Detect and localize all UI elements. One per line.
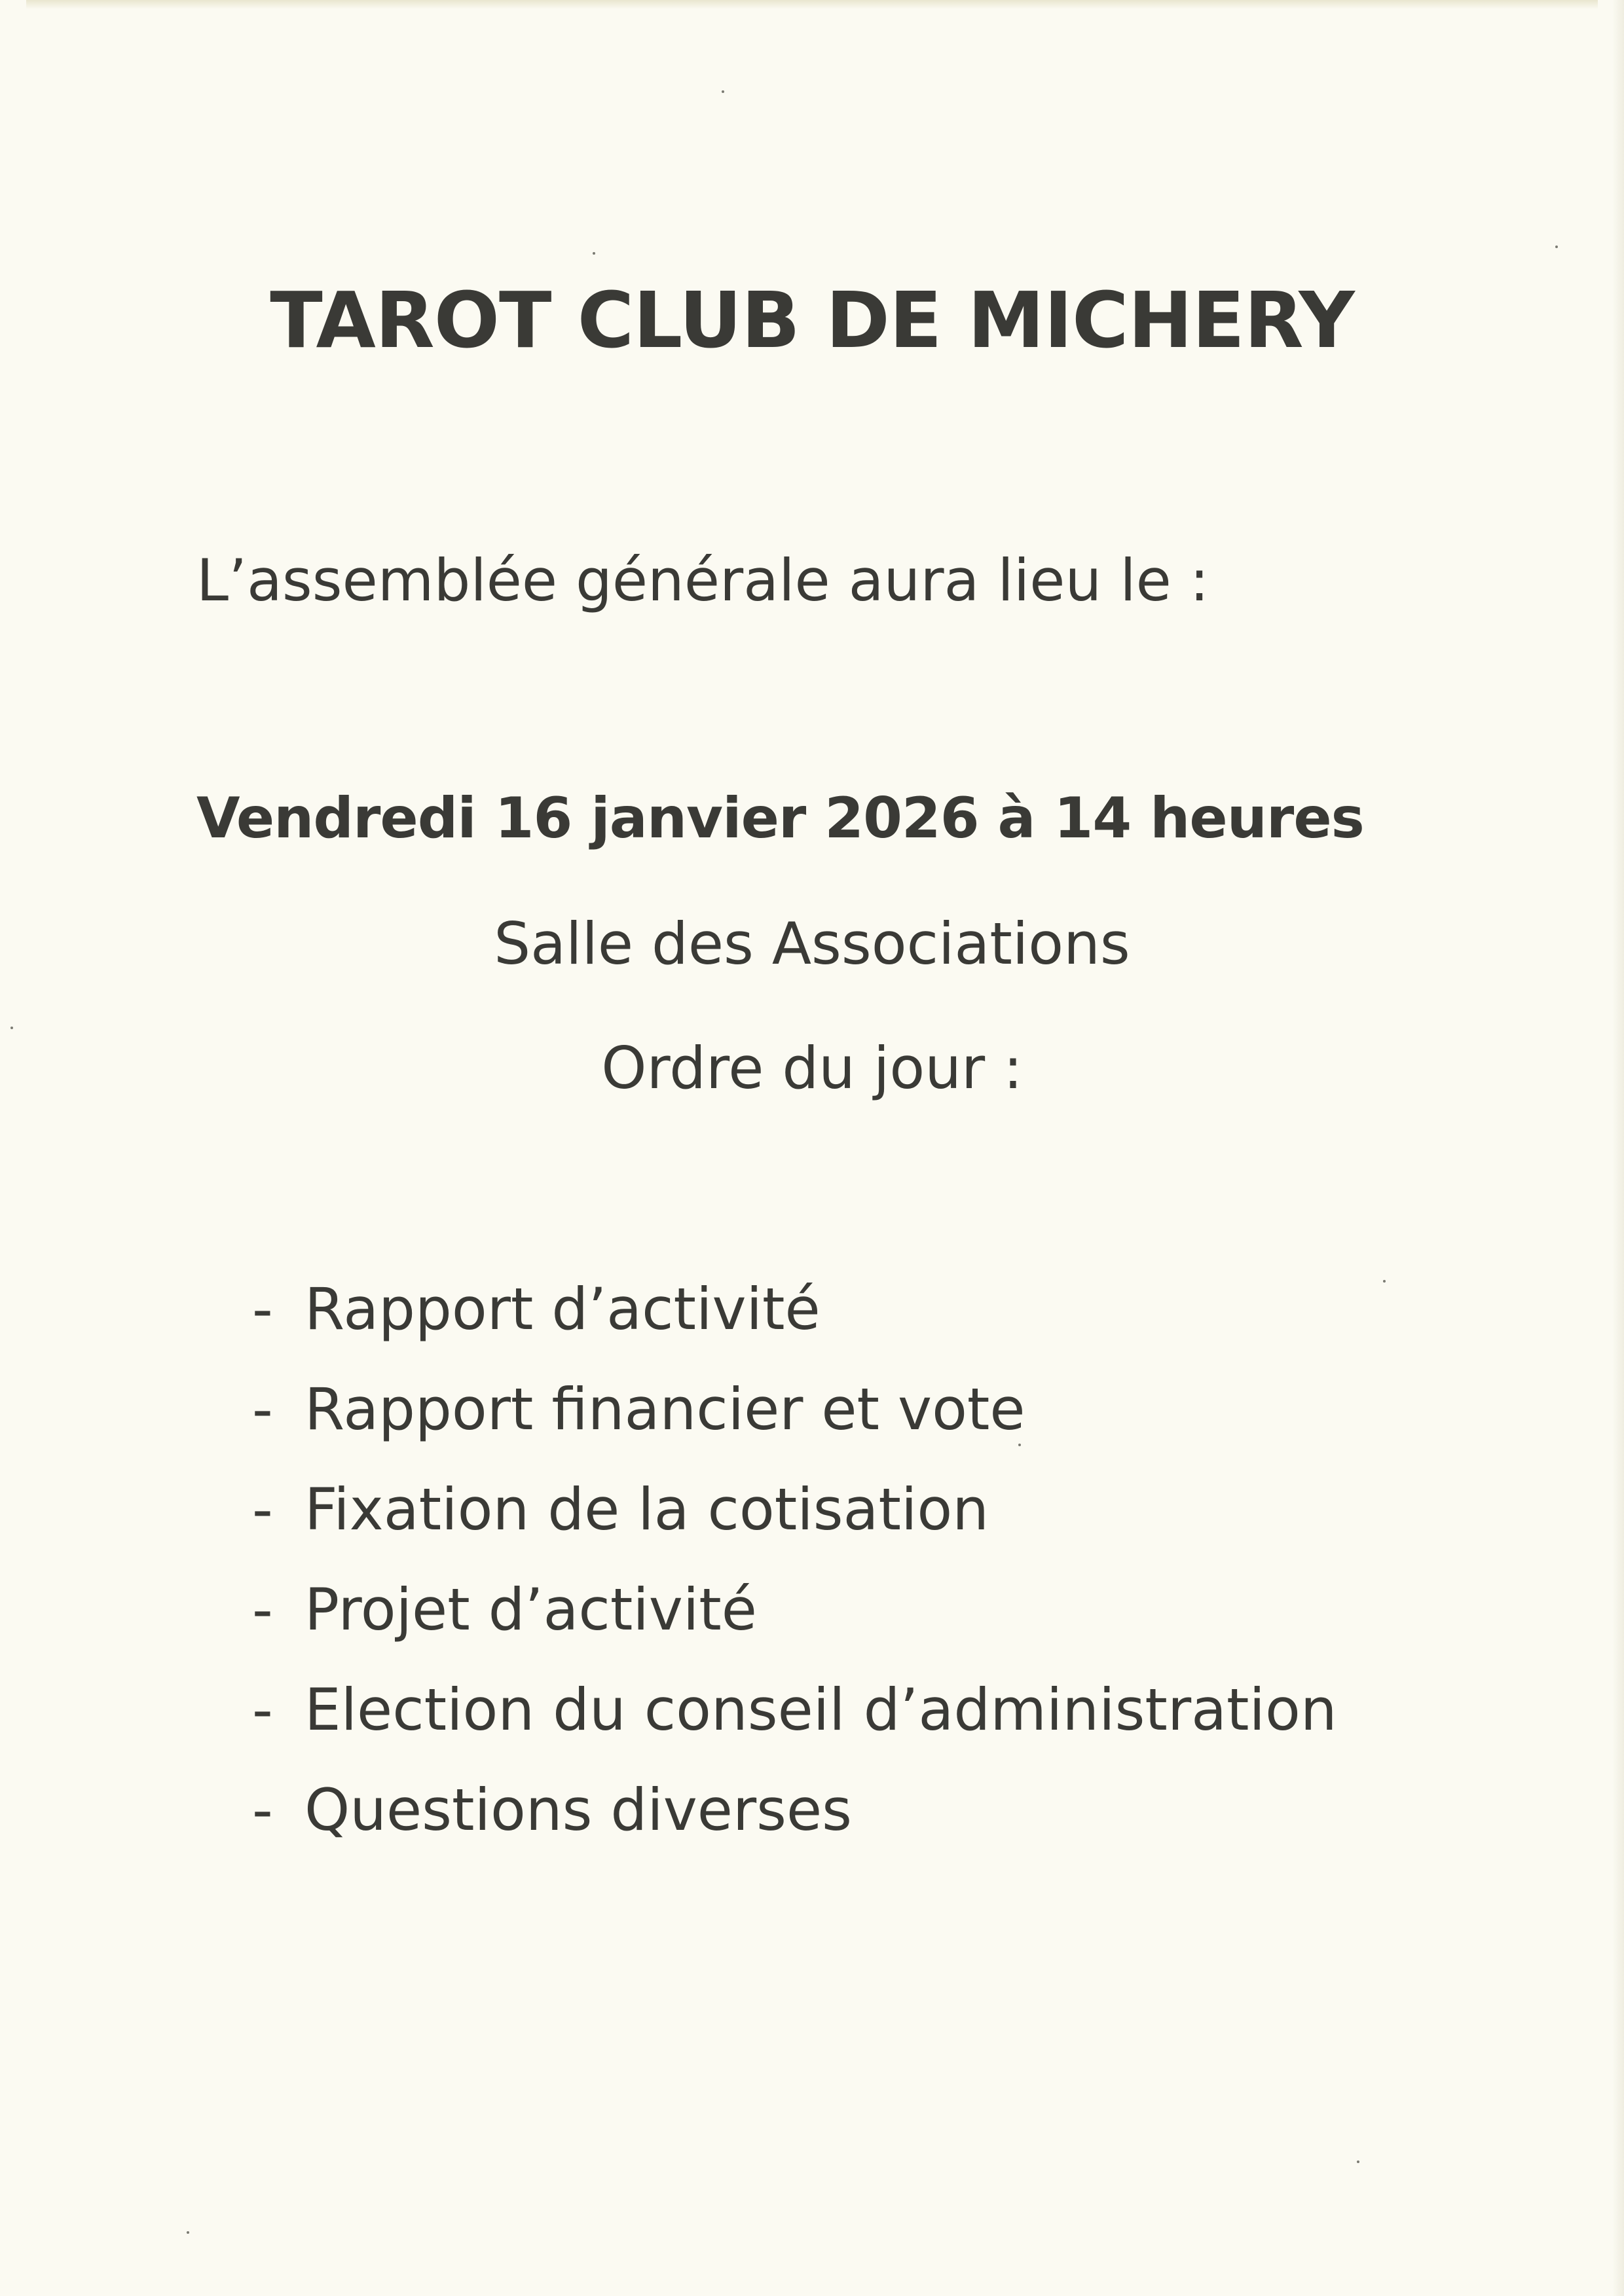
scan-speck	[10, 1027, 13, 1029]
scan-speck	[1383, 1280, 1386, 1283]
document-title: TAROT CLUB DE MICHERY	[270, 275, 1354, 365]
agenda-item-label: Rapport d’activité	[304, 1275, 821, 1343]
scan-speck	[1555, 246, 1558, 248]
agenda-item	[252, 1674, 1337, 1774]
agenda-bullet: -	[252, 1676, 273, 1743]
scan-edge-top	[26, 0, 1598, 9]
agenda-list	[252, 1273, 1337, 1874]
agenda-item-label: Questions diverses	[304, 1776, 852, 1844]
agenda-item-label: Election du conseil d’administration	[304, 1676, 1337, 1743]
agenda-bullet: -	[252, 1275, 273, 1343]
agenda-bullet: -	[252, 1476, 273, 1543]
agenda-heading: Ordre du jour :	[601, 1034, 1023, 1102]
agenda-bullet: -	[252, 1376, 273, 1443]
agenda-item	[252, 1574, 1337, 1674]
scan-speck	[722, 90, 724, 93]
scan-speck	[593, 252, 595, 255]
meeting-venue: Salle des Associations	[494, 910, 1130, 977]
agenda-bullet: -	[252, 1776, 273, 1844]
agenda-item	[252, 1374, 1337, 1474]
agenda-item-label: Fixation de la cotisation	[304, 1476, 989, 1543]
agenda-item-label: Projet d’activité	[304, 1576, 757, 1643]
agenda-bullet: -	[252, 1576, 273, 1643]
scan-speck	[187, 2231, 189, 2234]
meeting-announcement: L’assemblée générale aura lieu le :	[196, 547, 1209, 614]
agenda-item	[252, 1474, 1337, 1574]
agenda-item-label: Rapport financier et vote	[304, 1376, 1025, 1443]
agenda-item	[252, 1774, 1337, 1874]
scan-speck	[1357, 2160, 1359, 2163]
agenda-item	[252, 1273, 1337, 1374]
meeting-date: Vendredi 16 janvier 2026 à 14 heures	[196, 786, 1364, 851]
